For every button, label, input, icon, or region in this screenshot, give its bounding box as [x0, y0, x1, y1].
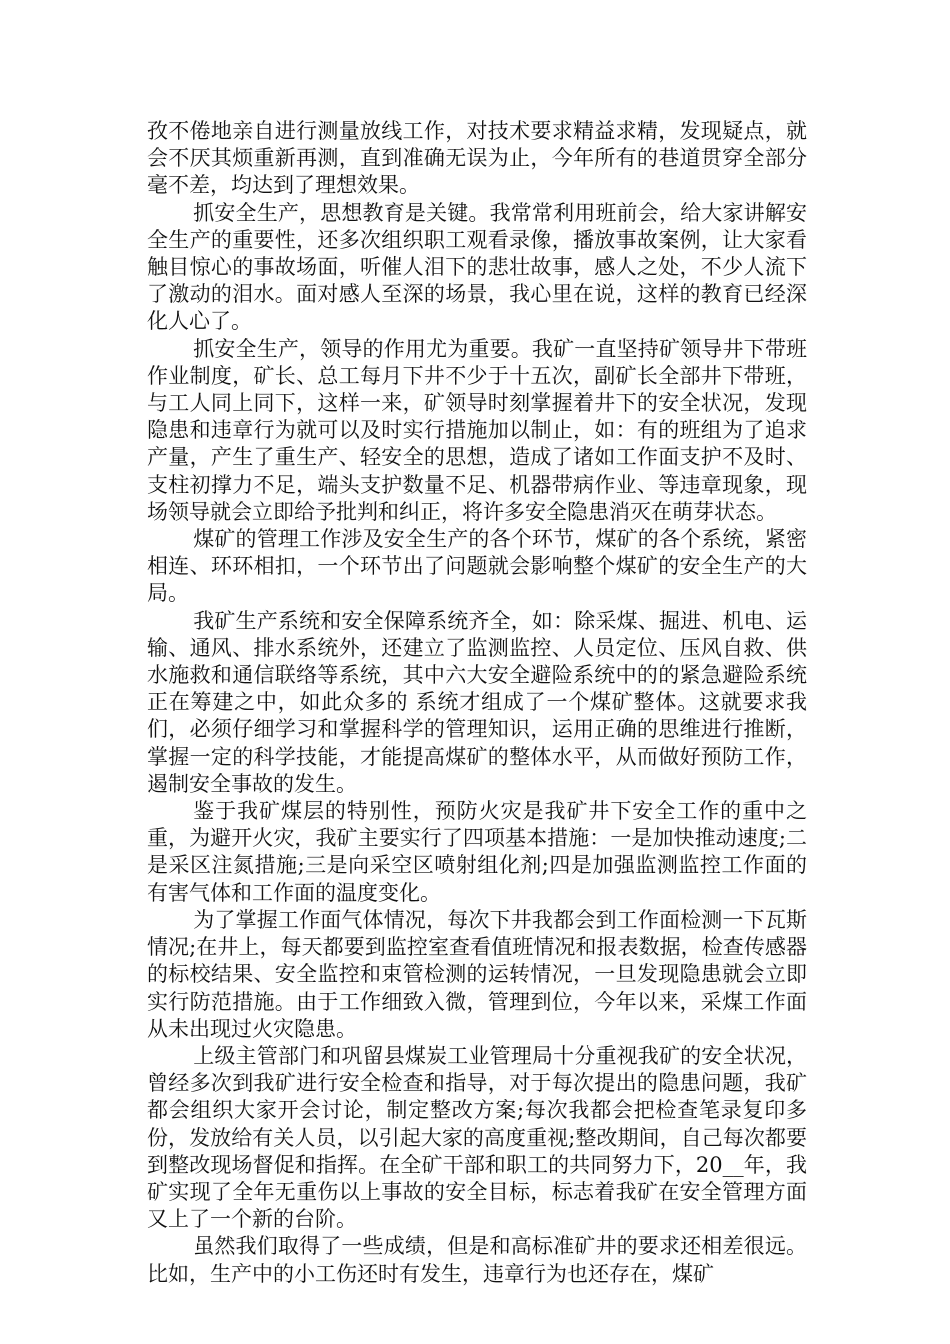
paragraph-measurement-work: 孜不倦地亲自进行测量放线工作，对技术要求精益求精，发现疑点，就会不厌其烦重新再测，直到准确无误为止，今年所有的巷道贯穿全部分毫不差，均达到了理想效果。 [147, 119, 807, 198]
paragraph-fire-prevention: 鉴于我矿煤层的特别性，预防火灾是我矿井下安全工作的重中之重，为避开火灾，我矿主要实行了四项基本措施：一是加快推动速度;二是采区注氮措施;三是向采空区喷射组化剂;四是加强监测监控工作面的有害气体和工作面的温度变化。 [147, 799, 807, 905]
document-page [147, 118, 807, 1288]
paragraph-leadership-role: 抓安全生产，领导的作用尤为重要。我矿一直坚持矿领导井下带班作业制度，矿长、总工每月下井不少于十五次，副矿长全部井下带班，与工人同上同下，这样一来，矿领导时刻掌握着井下的安全状况，发现隐患和违章行为就可以及时实行措施加以制止，如：有的班组为了追求产量，产生了重生产、轻安全的思想，造成了诸如工作面支护不及时、支柱初撑力不足，端头支护数量不足、机器带病作业、等违章现象，现场领导就会立即给予批判和纠正，将许多安全隐患消灭在萌芽状态。 [147, 336, 807, 524]
paragraph-inspection-guidance: 上级主管部门和巩留县煤炭工业管理局十分重视我矿的安全状况，曾经多次到我矿进行安全检查和指导，对于每次提出的隐患问题，我矿都会组织大家开会讨论，制定整改方案;每次我都会把检查笔录复印多份，发放给有关人员，以引起大家的高度重视;整改期间，自己每次都要到整改现场督促和指挥。在全矿干部和职工的共同努力下，20__年，我矿实现了全年无重伤以上事故的安全目标，标志着我矿在安全管理方面又上了一个新的台阶。 [147, 1043, 807, 1232]
paragraph-safety-education: 抓安全生产，思想教育是关键。我常常利用班前会，给大家讲解安全生产的重要性，还多次组织职工观看录像，播放事故案例，让大家看触目惊心的事故场面，听催人泪下的悲壮故事，感人之处，不少人流下了激动的泪水。面对感人至深的场景，我心里在说，这样的教育已经深化人心了。 [147, 200, 807, 334]
paragraph-mine-management: 煤矿的管理工作涉及安全生产的各个环节，煤矿的各个系统，紧密相连、环环相扣，一个环节出了问题就会影响整个煤矿的安全生产的大局。 [147, 527, 807, 606]
paragraph-gas-monitoring: 为了掌握工作面气体情况，每次下井我都会到工作面检测一下瓦斯情况;在井上，每天都要到监控室查看值班情况和报表数据，检查传感器的标校结果、安全监控和束管检测的运转情况，一旦发现隐患就会立即实行防范措施。由于工作细致入微，管理到位，今年以来，采煤工作面从未出现过火灾隐患。 [147, 907, 807, 1041]
paragraph-safety-systems: 我矿生产系统和安全保障系统齐全，如：除采煤、掘进、机电、运输、通风、排水系统外，还建立了监测监控、人员定位、压风自救、供水施救和通信联络等系统，其中六大安全避险系统中的的紧急避险系统正在筹建之中，如此众多的 系统才组成了一个煤矿整体。这就要求我们，必须仔细学习和掌握科学的管理知识，运用正确的思维进行推断，掌握一定的科学技能，才能提高煤矿的整体水平，从而做好预防工作，遏制安全事故的发生。 [147, 608, 807, 796]
paragraph-remaining-gaps: 虽然我们取得了一些成绩，但是和高标准矿井的要求还相差很远。比如，生产中的小工伤还时有发生，违章行为也还存在，煤矿 [147, 1234, 807, 1286]
